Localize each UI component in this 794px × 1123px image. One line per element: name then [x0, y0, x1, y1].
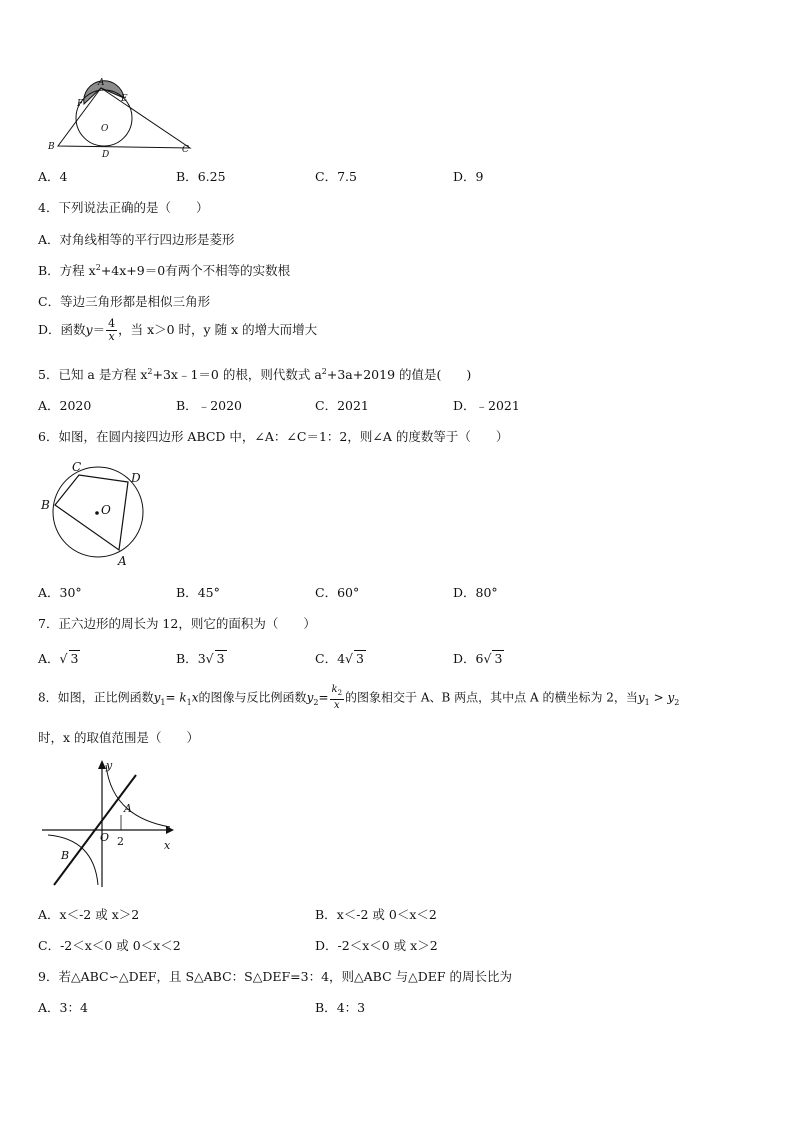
q6-figure	[38, 458, 150, 568]
q5-option-d[interactable]: D．﹣2021	[453, 398, 520, 413]
q9-option-b[interactable]: B．4：3	[315, 1000, 366, 1015]
q8-hyperbola-branch-1	[106, 765, 170, 827]
q3-label-B: B	[48, 142, 55, 152]
q4-option-d[interactable]: D．函数y＝ $\frac{4}{x}$ ，当 x＞0 时，y 随 x 的增大而增大	[38, 317, 318, 343]
q8-label-A: A	[124, 802, 132, 815]
q5-stem: 5．已知 a 是方程 $x^2+3x﹣1=0$ 的根，则代数式 $a^2+3a+2019$ 的值是( )	[38, 366, 472, 382]
q6-label-D: D	[131, 471, 141, 485]
q3-label-A: A	[98, 78, 105, 88]
q8-x-axis-arrow	[166, 826, 174, 834]
q4-stem: 4．下列说法正确的是（ ）	[38, 200, 209, 215]
q8-option-d[interactable]: D．-2＜x＜0 或 x＞2	[315, 938, 438, 953]
q6-option-b[interactable]: B．45°	[176, 585, 220, 600]
q8-stem-line2: 时，x 的取值范围是（ ）	[38, 730, 200, 745]
q5-option-c[interactable]: C．2021	[315, 398, 369, 413]
q6-center-dot	[95, 511, 99, 515]
q8-label-O: O	[100, 831, 110, 844]
q4-option-a[interactable]: A．对角线相等的平行四边形是菱形	[38, 232, 235, 247]
q4-option-b[interactable]: B．方程 $x^2+4x+9=0$有两个不相等的实数根	[38, 262, 291, 278]
q8-stem-line1: 8．如图，正比例函数$y_1= k_1x$的图像与反比例函数$y_2=$ $\frac{k_2}{x}$ 的图象相交于 A、B 两点，其中点 A 的横坐标为 2，当$y_1 > y_2$	[38, 684, 680, 711]
q3-label-O: O	[101, 124, 109, 134]
q4-option-c[interactable]: C．等边三角形都是相似三角形	[38, 294, 211, 309]
q3-label-E: E	[121, 94, 128, 104]
q8-label-B: B	[61, 849, 70, 862]
q6-label-A: A	[118, 554, 127, 568]
q7-option-d[interactable]: D．6√ 3	[453, 651, 503, 666]
q8-y-axis-arrow	[98, 760, 106, 769]
q6-option-c[interactable]: C．60°	[315, 585, 360, 600]
q3-option-d[interactable]: D．9	[453, 169, 484, 184]
q8-label-y: y	[106, 759, 113, 772]
q9-option-a[interactable]: A．3：4	[38, 1000, 88, 1015]
q9-stem: 9．若△ABC∽△DEF，且 S△ABC：S△DEF=3：4，则△ABC 与△DEF 的周长比为	[38, 969, 513, 984]
q8-option-c[interactable]: C．-2＜x＜0 或 0＜x＜2	[38, 938, 181, 953]
q8-figure	[40, 757, 180, 889]
q5-option-a[interactable]: A．2020	[38, 398, 92, 413]
q3-option-c[interactable]: C．7.5	[315, 169, 357, 184]
q3-option-a[interactable]: A．4	[38, 169, 68, 184]
q6-label-B: B	[41, 498, 50, 512]
q6-option-a[interactable]: A．30°	[38, 585, 82, 600]
q7-option-a[interactable]: A．√ 3	[38, 651, 79, 666]
q7-stem: 7．正六边形的周长为 12，则它的面积为（ ）	[38, 616, 316, 631]
q3-figure	[44, 76, 194, 160]
q3-label-D: D	[102, 150, 110, 160]
q7-option-c[interactable]: C．4√ 3	[315, 651, 364, 666]
q3-label-C: C	[182, 145, 189, 155]
q7-option-b[interactable]: B．3√ 3	[176, 651, 225, 666]
q6-stem: 6．如图，在圆内接四边形 ABCD 中，∠A：∠C＝1：2，则∠A 的度数等于（ ）	[38, 429, 509, 444]
q3-label-F: F	[77, 99, 84, 109]
q8-label-x: x	[164, 839, 171, 852]
q6-option-d[interactable]: D．80°	[453, 585, 498, 600]
q8-option-a[interactable]: A．x＜-2 或 x＞2	[38, 907, 140, 922]
q5-option-b[interactable]: B．﹣2020	[176, 398, 242, 413]
q6-label-C: C	[72, 460, 82, 474]
q8-label-2: 2	[117, 835, 124, 848]
q6-quadrilateral	[55, 475, 128, 550]
q8-option-b[interactable]: B．x＜-2 或 0＜x＜2	[315, 907, 437, 922]
q3-option-b[interactable]: B．6.25	[176, 169, 226, 184]
q6-label-O: O	[101, 503, 111, 517]
